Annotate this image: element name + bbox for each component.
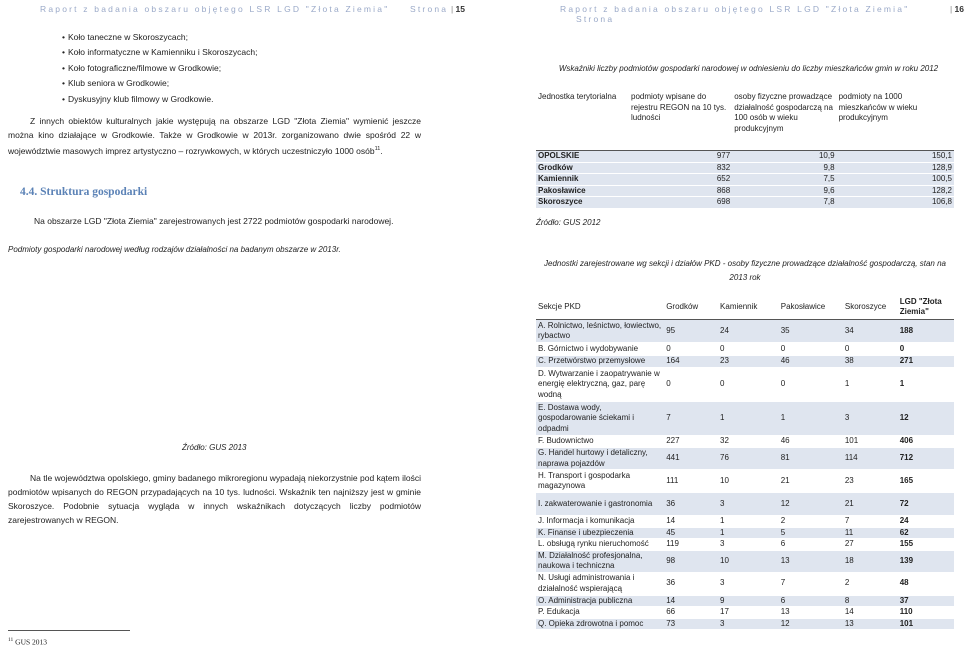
right-page [480,0,964,657]
bullet-item: • Koło taneczne w Skoroszycach; [62,30,257,45]
table-row: N. Usługi administrowania i działalność wspierającą 36 3 7 2 48 [536,572,954,595]
table-row: C. Przetwórstwo przemysłowe 164 23 46 38 271 [536,356,954,368]
table-row: F. Budownictwo 227 32 46 101 406 [536,436,954,448]
column-header: Pakosławice [779,295,843,320]
footnote: $^{11}$ GUS 2013 [8,637,48,647]
column-header: Jednostka terytorialna [536,92,629,151]
table-row: O. Administracja publiczna 14 9 6 8 37 [536,595,954,607]
running-header [40,4,465,14]
bullet-item: • Koło fotograficzne/filmowe w Grodkowie; [62,61,257,76]
footnote-ref: 11 [374,146,381,152]
paragraph-entities: Na obszarze LGD "Złota Ziemia" zarejestrowanych jest 2722 podmiotów gospodarki narodowej. [34,216,394,226]
table-row: Q. Opieka zdrowotna i pomoc 73 3 12 13 101 [536,618,954,630]
table-row: K. Finanse i ubezpieczenia 45 1 5 11 62 [536,527,954,539]
column-header: LGD "Złota Ziemia" [898,295,954,320]
header-text: Raport z badania obszaru objętego LSR LGD "Złota Ziemia" [560,4,910,14]
source-note: Źródło: GUS 2013 [182,443,247,452]
pkd-sections-table [536,295,954,630]
table-row: OPOLSKIE 977 10,9 150,1 [538,151,952,160]
page-number-wrap: | 16 [949,4,964,14]
column-header: podmioty wpisane do rejestru REGON na 10 tys. ludności [629,92,732,151]
left-page [0,0,480,657]
table-row: Grodków 832 9,8 128,9 [538,162,952,172]
table-row: J. Informacja i komunikacja 14 1 2 7 24 [536,516,954,528]
table-row: H. Transport i gospodarka magazynowa 111 10 21 23 165 [536,470,954,493]
table-row: Kamiennik 652 7,5 100,5 [538,174,952,183]
regon-indicators-table [536,92,954,209]
page-number: 16 [954,4,964,14]
header-label: Strona [576,14,615,24]
table-row: M. Działalność profesjonalna, naukowa i techniczna 98 10 13 18 139 [536,550,954,572]
table-row: D. Wytwarzanie i zaopatrywanie w energię elektryczną, gaz, parę wodną 0 0 0 1 1 [536,368,954,402]
bullet-item: • Koło informatyczne w Kamienniku i Skoroszycach; [62,45,257,60]
table-row: I. zakwaterowanie i gastronomia 36 3 12 21 72 [536,493,954,516]
section-heading: 4.4. Struktura gospodarki [20,186,148,198]
column-header: podmioty na 1000 mieszkańców w wieku produkcyjnym [837,92,954,151]
chart-caption: Podmioty gospodarki narodowej według rodzajów działalności na badanym obszarze w 2013r. [8,245,341,254]
column-header: Grodków [664,295,718,320]
table-row: A. Rolnictwo, leśnictwo, łowiectwo, rybactwo 95 24 35 34 188 [536,320,954,343]
table-row: E. Dostawa wody, gospodarowanie ściekami i odpadmi 7 1 1 3 12 [536,402,954,436]
table-row: P. Edukacja 66 17 13 14 110 [536,607,954,619]
table-row: L. obsługą rynku nieruchomość 119 3 6 27 155 [536,539,954,551]
table-header-row [536,295,954,320]
running-header [560,4,964,24]
header-label: Strona [409,4,449,14]
table-row: Pakosławice 868 9,6 128,2 [538,185,952,195]
paragraph-culture: Z innych obiektów kulturalnych jakie występują na obszarze LGD "Złota Ziemia" wymienić jeszcze można kino działające w Grodkowie. Także w Grodkowie w 2013r. zorganizowano dwie spośród 22 w województwie masowych imprez artystyczno – rozrywkowych, w których uczestniczyło 1000 osób$^{11}$. [8,116,421,156]
column-header: Kamiennik [718,295,779,320]
page-number: 15 [455,4,465,14]
column-header: Sekcje PKD [536,295,664,320]
bullet-item: • Klub seniora w Grodkowie; [62,76,257,91]
table1-caption: Wskaźniki liczby podmiotów gospodarki narodowej w odniesieniu do liczby mieszkańców gmin w roku 2012 [558,64,939,73]
paragraph-regon: Na tle województwa opolskiego, gminy badanego mikroregionu wypadają niekorzystnie pod kątem ilości podmiotów wpisanych do REGON przypadających na 10 tys. ludności. Wskaźnik ten najniższy jest w gminie Skoroszyce. Podobnie sytuacja wygląda w innych wskaźnikach dotyczących liczby podmiotów zarejestrowanych w REGON. [8,473,421,525]
bullet-list [62,30,257,107]
table1-source: Źródło: GUS 2012 [536,218,601,227]
column-header: osoby fizyczne prowadzące działalność gospodarczą na 100 osób w wieku produkcyjnym [732,92,836,151]
footnote-divider [8,630,130,631]
table-row: Skoroszyce 698 7,8 106,8 [538,197,952,206]
table2-caption: Jednostki zarejestrowane wg sekcji i działów PKD - osoby fizyczne prowadzące działalność gospodarczą, stan na 2013 rok [544,259,946,282]
table-header-row [536,92,954,151]
page-number-wrap: | 15 [450,4,465,14]
column-header: Skoroszyce [843,295,898,320]
table-row: B. Górnictwo i wydobywanie 0 0 0 0 0 [536,343,954,356]
table-row: G. Handel hurtowy i detaliczny, naprawa pojazdów 441 76 81 114 712 [536,448,954,470]
bullet-item: • Dyskusyjny klub filmowy w Grodkowie. [62,92,257,107]
header-text: Raport z badania obszaru objętego LSR LGD "Złota Ziemia" [40,4,390,14]
